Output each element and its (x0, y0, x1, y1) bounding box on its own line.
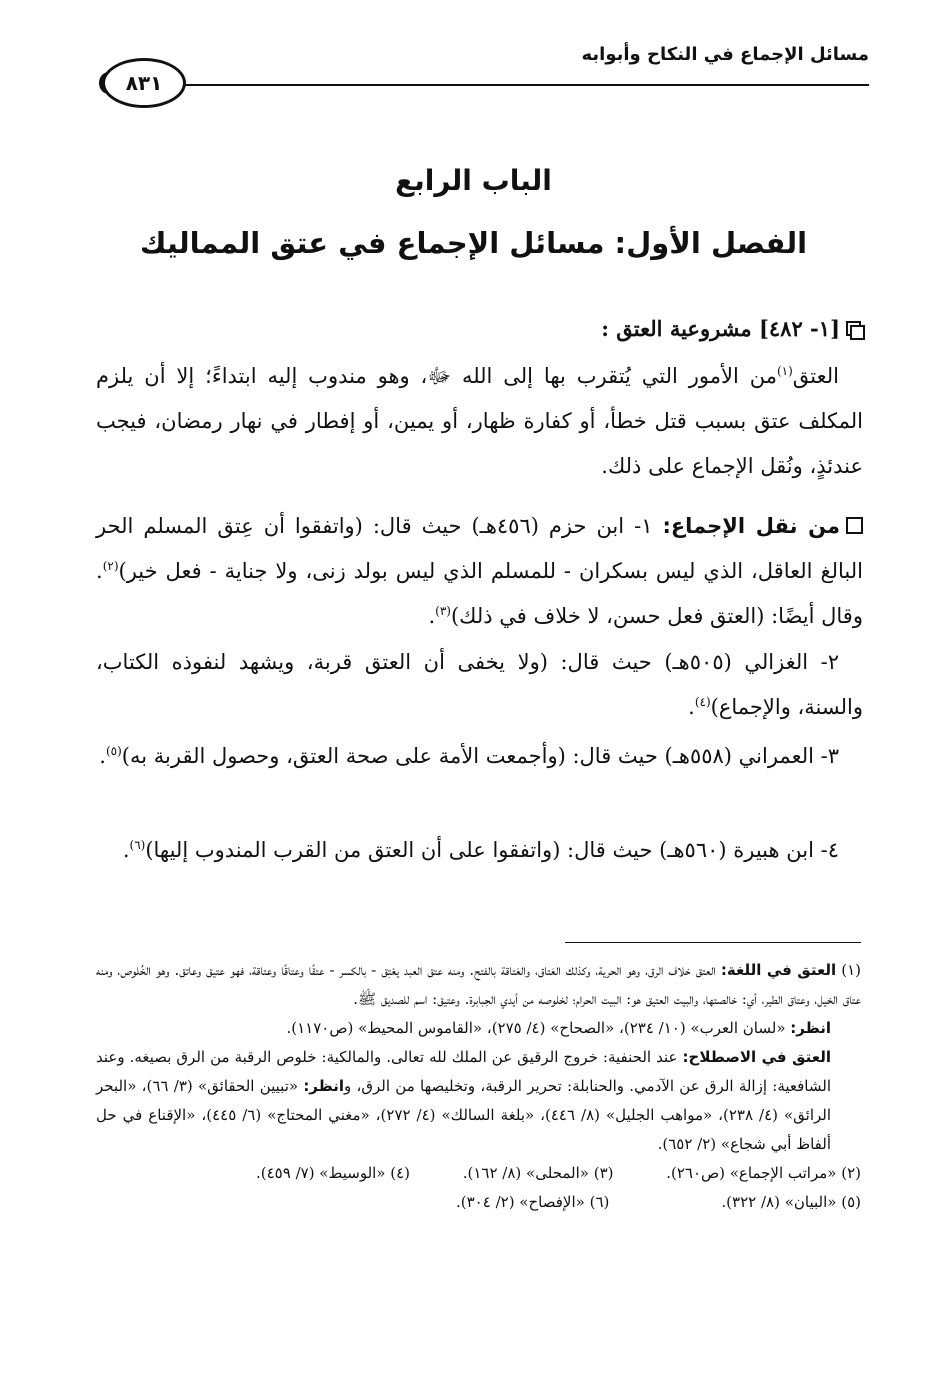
fn1b-text: عند الحنفية: خروج الرقيق عن الملك لله تعالى. والمالكية: خلوص الرقبة من الرق بصيغه. وعند الشافعية: إزالة الرق عن الآدمي. والحنابلة: تحرير الرقبة، وتخليصها من الرق، و (96, 1048, 831, 1095)
paragraph-intro (96, 354, 863, 489)
fn1-label: العتق في اللغة: (720, 961, 837, 979)
p2-text-c: . (428, 604, 436, 628)
issue-heading (96, 306, 863, 351)
footnote-ref-3: (٣) (435, 604, 451, 618)
section-title: الفصل الأول: مسائل الإجماع في عتق المماليك (139, 226, 808, 260)
footnote-ref-6: (٦) (129, 838, 146, 852)
fn1b-ref-label: انظر: (303, 1077, 345, 1095)
running-title: مسائل الإجماع في النكاح وأبوابه (581, 44, 869, 65)
paragraph-ijma-3 (96, 734, 863, 779)
page-number: ٨٣١ (125, 71, 163, 95)
p5-text-b: . (122, 838, 130, 862)
header-rule (185, 84, 869, 86)
page-number-badge (102, 58, 186, 108)
footnotes (96, 956, 861, 1217)
footnote-ref-1: (١) (776, 364, 793, 378)
footnote-5: (٥) «البيان» (٨/ ٣٢٢). (721, 1193, 861, 1211)
p3-text-a: ٢- الغزالي (٥٠٥هـ) حيث قال: (ولا يخفى أن العتق قربة، ويشهد لنفوذه الكتاب، والسنة، والإجماع) (96, 650, 863, 719)
p4-text-b: . (99, 744, 106, 768)
footnote-separator (565, 942, 861, 943)
p1-text-b: من الأمور التي يُتقرب بها إلى الله ﷻ، وهو مندوب إليه ابتداءً؛ إلا أن يلزم المكلف عتق بسبب قتل خطأ، أو كفارة ظهار، أو يمين، أو إفطار في نهار رمضان، فيجب عندئذٍ، ونُقل الإجماع على ذلك. (96, 364, 863, 478)
paragraph-ijma-4 (96, 828, 863, 873)
p4-text-a: ٣- العمراني (٥٥٨هـ) حيث قال: (وأجمعت الأمة على صحة العتق، وحصول القربة به) (121, 744, 839, 768)
paragraph-ijma-2 (96, 640, 863, 730)
p2-text-b: . وقال أيضًا: (العتق فعل حسن، لا خلاف في ذلك) (96, 559, 863, 628)
footnote-3: (٣) «المحلى» (٨/ ١٦٢). (462, 1164, 614, 1182)
footnote-ref-2: (٢) (102, 559, 119, 573)
fn1b-refs: «تبيين الحقائق» (٣/ ٦٦)، «البحر الرائق» (٤/ ٢٣٨)، «مواهب الجليل» (٨/ ٤٤٦)، «بلغة السالك» (٤/ ٢٧٢)، «مغني المحتاج» (٦/ ٤٤٥)، «الإقناع في حل ألفاظ أبي شجاع» (٢/ ٦٥٢). (96, 1077, 832, 1153)
footnotes-row-1 (96, 1159, 861, 1188)
chapter-title: الباب الرابع (395, 164, 552, 197)
footnote-1-refs (96, 1014, 861, 1043)
square-bullet-icon (846, 517, 863, 534)
paragraph-ijma-1 (96, 504, 863, 639)
footnote-ref-5: (٥) (105, 744, 122, 758)
footnotes-row-2 (96, 1188, 861, 1217)
footnote-6: (٦) «الإفصاح» (٢/ ٣٠٤). (456, 1193, 610, 1211)
fn1-refs: «لسان العرب» (١٠/ ٢٣٤)، «الصحاح» (٤/ ٢٧٥)، «القاموس المحيط» (ص١١٧٠). (286, 1019, 791, 1037)
footnote-1-lugha (96, 956, 861, 1014)
p2-text-a: ١- ابن حزم (٤٥٦هـ) حيث قال: (واتفقوا أن عِتق المسلم الحر البالغ العاقل، الذي ليس بسكران - للمسلم الذي ليس بولد زنى، ولا جناية - فعل خير) (96, 514, 863, 583)
copy-icon (846, 321, 863, 338)
footnote-ref-4: (٤) (694, 695, 711, 709)
fn1b-label: العتق في الاصطلاح: (682, 1048, 831, 1066)
p2-lead: من نقل الإجماع: (662, 514, 840, 538)
p3-text-b: . (688, 695, 695, 719)
issue-label: [١- ٤٨٢] مشروعية العتق : (601, 316, 840, 341)
p5-text-a: ٤- ابن هبيرة (٥٦٠هـ) حيث قال: (واتفقوا على أن العتق من القرب المندوب إليها) (145, 838, 839, 862)
footnote-1-istilah (96, 1043, 861, 1159)
footnote-4: (٤) «الوسيط» (٧/ ٤٥٩). (256, 1164, 411, 1182)
fn1-ref-label: انظر: (790, 1019, 831, 1037)
p1-text-a: العتق (792, 364, 839, 388)
fn1-number: (١) (836, 961, 861, 979)
fn1-text: العتق خلاف الرق، وهو الحرية، وكذلك العَتاق، والعَتاقة بالفتح. ومنه عتق العبد يعْتِق - بالكسر - عتقًا وعتاقًا وعتاقة، فهو عتيق وعاتق. وهو الخُلوص، ومنه عتاق الخيل، وعتاق الطير، أي: خالصتها، والبيت العتيق هو: البيت الحرام؛ لخلوصه من أيدي الجبابرة. وعتيق: اسم للصديق ﷺ. (96, 961, 861, 1008)
footnote-2: (٢) «مراتب الإجماع» (ص٢٦٠). (666, 1164, 861, 1182)
